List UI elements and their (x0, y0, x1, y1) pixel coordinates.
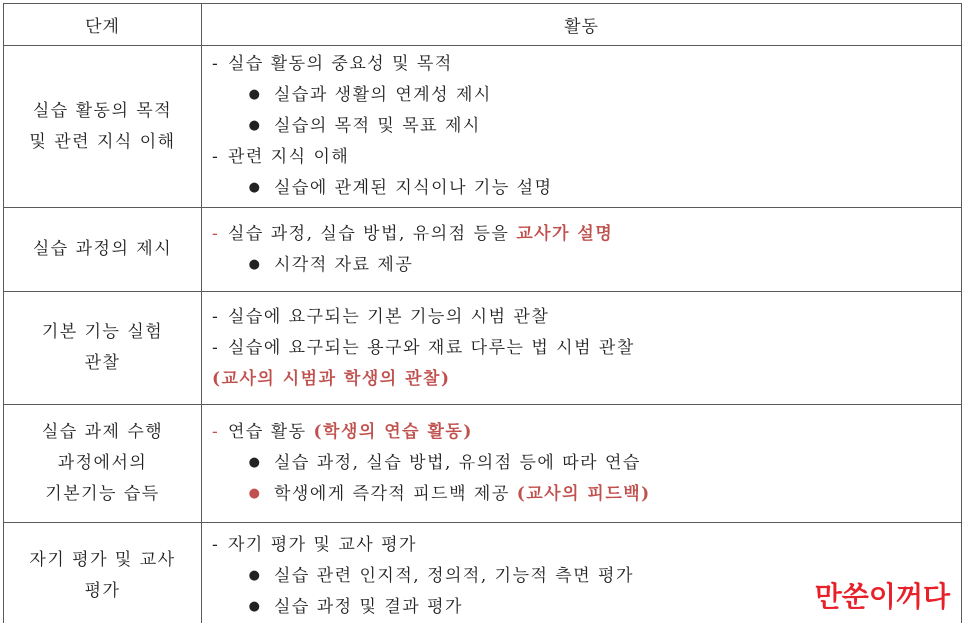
dash-marker: - (212, 337, 220, 358)
dash-item (212, 302, 961, 333)
dash-marker: - (212, 54, 220, 74)
stage-line: 자기 평가 및 교사 (29, 550, 176, 570)
watermark-text: 만쑨이꺼다 (814, 580, 950, 613)
dash-marker: - (212, 223, 220, 244)
highlight-text: (교사의 피드백) (516, 484, 651, 504)
item-text: 실습 관련 인지적, 정의적, 기능적 측면 평가 (274, 565, 634, 586)
stage-line: 실습 과정의 제시 (32, 239, 173, 259)
item-text: 실습 과정 및 결과 평가 (274, 596, 463, 617)
bullet-item (212, 448, 961, 479)
bullet-item (212, 479, 961, 510)
table-row (4, 208, 962, 292)
bullet-icon: ● (248, 455, 262, 470)
dash-marker: - (212, 306, 220, 327)
header-activity: 활동 (202, 4, 962, 46)
stage-line: 실습 활동의 목적 (32, 100, 173, 121)
dash-item (212, 49, 961, 80)
activity-cell (202, 292, 962, 405)
stage-cell (4, 405, 202, 523)
stage-line: 평가 (84, 581, 121, 601)
item-text: 실습 과정, 실습 방법, 유의점 등을 (228, 223, 517, 244)
item-text: 실습에 관계된 지식이나 기능 설명 (274, 178, 553, 198)
bullet-item (212, 111, 961, 142)
activity-cell (202, 46, 962, 208)
bullet-icon: ● (248, 598, 262, 614)
bullet-icon: ● (248, 180, 262, 195)
item-text: 학생에게 즉각적 피드백 제공 (274, 484, 517, 504)
item-text: 자기 평가 및 교사 평가 (228, 534, 417, 555)
bullet-icon: ● (248, 567, 262, 583)
item-text: 실습과 생활의 연계성 제시 (274, 85, 492, 105)
activity-stages-table (3, 3, 962, 623)
stage-line: 및 관련 지식 이해 (29, 131, 176, 152)
item-text: 실습의 목적 및 목표 제시 (274, 116, 481, 136)
stage-cell (4, 208, 202, 292)
dash-marker: - (212, 147, 220, 167)
item-text: 실습에 요구되는 용구와 재료 다루는 법 시범 관찰 (228, 337, 635, 358)
bullet-item (212, 80, 961, 111)
dash-marker: - (212, 534, 220, 555)
item-text: 실습 활동의 중요성 및 목적 (228, 54, 453, 74)
stage-line: 과정에서의 (57, 453, 148, 473)
bullet-item (212, 173, 961, 204)
item-text: 시각적 자료 제공 (274, 254, 414, 275)
highlight-text: (학생의 연습 활동) (313, 422, 473, 442)
stage-line: 관찰 (84, 353, 121, 373)
table-row (4, 405, 962, 523)
stage-line: 실습 과제 수행 (41, 422, 164, 442)
bullet-item (212, 250, 961, 281)
bullet-icon: ● (248, 118, 262, 133)
item-text: 관련 지식 이해 (228, 147, 350, 167)
table-row (4, 292, 962, 405)
stage-line: 기본 기능 실험 (41, 322, 164, 342)
table-row (4, 46, 962, 208)
highlight-text: 교사가 설명 (516, 223, 614, 244)
stage-cell (4, 523, 202, 623)
item-text: 실습에 요구되는 기본 기능의 시범 관찰 (228, 306, 550, 327)
dash-marker: - (212, 422, 220, 442)
note-item (212, 364, 961, 395)
dash-item (212, 530, 961, 561)
item-text: 연습 활동 (228, 422, 314, 442)
table-header-row (4, 4, 962, 46)
stage-cell (4, 292, 202, 405)
item-text: 실습 과정, 실습 방법, 유의점 등에 따라 연습 (274, 453, 641, 473)
dash-item (212, 219, 961, 250)
highlight-text: (교사의 시범과 학생의 관찰) (212, 368, 451, 389)
dash-item (212, 333, 961, 364)
dash-item (212, 142, 961, 173)
header-stage: 단계 (4, 4, 202, 46)
bullet-icon: ● (248, 256, 262, 272)
activity-cell (202, 405, 962, 523)
dash-item (212, 417, 961, 448)
activity-cell (202, 208, 962, 292)
stage-cell (4, 46, 202, 208)
stage-line: 기본기능 습득 (45, 484, 160, 504)
bullet-icon: ● (248, 486, 262, 501)
bullet-icon: ● (248, 87, 262, 102)
